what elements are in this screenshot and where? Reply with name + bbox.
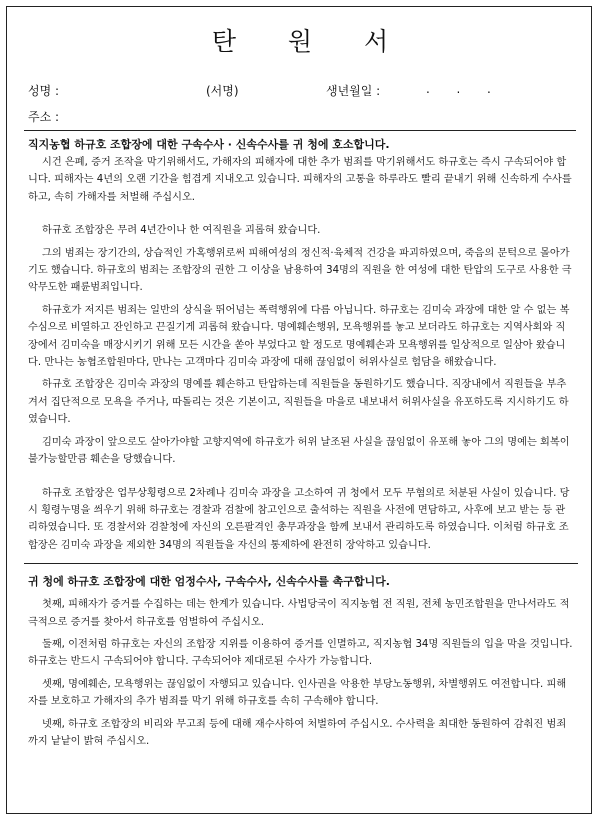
document-title: 탄 원 서: [211, 27, 411, 56]
section2-paragraph: 하규호 조합장은 김미숙 과장의 명예를 훼손하고 탄압하는데 직원들을 동원하기도 했습니다. 직장내에서 직원들을 부추겨서 집단적으로 모욕을 주거나, 따돌리는 것은 기본이고, 직원들을 마을로 내보내서 허위사실을 유포하도록 지시하기도 하였습니다.: [28, 379, 569, 426]
signature-label: (서명): [206, 84, 239, 98]
birthdate-dots: . . .: [426, 82, 491, 96]
section1-heading: 직지농협 하규호 조합장에 대한 구속수사 · 신속수사를 귀 청에 호소합니다.: [28, 138, 390, 151]
demand-paragraph: 첫째, 피해자가 증거를 수집하는 데는 한계가 있습니다. 사법당국이 직지농협 전 직원, 전체 농민조합원을 만나서라도 적극적으로 증거를 찾아서 하규호를 엄벌하여 주십시오.: [28, 599, 570, 628]
section2-paragraph: 하규호가 저지른 범죄는 일반의 상식을 뛰어넘는 폭력행위에 다름 아닙니다. 하규호는 김미숙 과장에 대한 알 수 없는 복수심으로 비열하고 잔인하고 끈질기게 괴롭혀 왔습니다. 명예훼손행위, 모욕행위를 놓고 보더라도 하규호는 지역사회와 직장에서 김미숙을 매장시키기 위해 모든 시간을 쏟아 부었다고 할 정도로 명예훼손과 모욕행위를 일상적으로 일삼아 왔습니다. 만나는 농협조합원마다, 만나는 고객마다 김미숙 과장에 대해 끊임없이 허위사실로 험담을 해왔습니다.: [28, 304, 570, 369]
section1-paragraph: 시건 은폐, 증거 조작을 막기위해서도, 가해자의 피해자에 대한 추가 범죄를 막기위해서도 하규호는 즉시 구속되어야 합니다. 피해자는 4년의 오랜 기간을 힘겹게 지내오고 있습니다. 피해자의 고통을 하루라도 빨리 끝내기 위해 신속하게 수사를 하고, 속히 가해자를 처벌해 주십시오.: [28, 157, 572, 203]
applicant-info: [28, 82, 568, 134]
section3-paragraph: 하규호 조합장은 업무상횡령으로 2차례나 김미숙 과장을 고소하여 귀 청에서 모두 무혐의로 처분된 사실이 있습니다. 당시 횡령누명을 씌우기 위해 하규호는 경찰과 검찰에 참고인으로 출석하는 직원을 사전에 면담하고, 사후에 보고 받는 등 관리하였습니다. 또 경찰서와 검찰청에 자신의 오른팔격인 총무과장을 함께 보내서 관리하도록 하였습니다. 이처럼 하규호 조합장은 김미숙 과장을 제외한 34명의 직원들을 자신의 통제하에 완전히 장악하고 있습니다.: [28, 487, 570, 551]
section2-paragraph: 김미숙 과장이 앞으로도 살아가야할 고향지역에 하규호가 허위 날조된 사실을 끊임없이 유포해 놓아 그의 명예는 회복이 불가능할만큼 훼손을 당했습니다.: [28, 436, 570, 466]
name-label: 성명 :: [28, 84, 60, 98]
demand-paragraph: 셋째, 명예훼손, 모욕행위는 끊임없이 자행되고 있습니다. 인사권을 악용한 부당노동행위, 차별행위도 여전합니다. 피해자를 보호하고 가해자의 추가 범죄를 막기 위해 하규호를 속히 구속해야 합니다.: [28, 678, 567, 708]
birthdate-label: 생년월일 :: [326, 84, 381, 98]
section2-paragraph: 그의 범죄는 장기간의, 상습적인 가혹행위로써 피해여성의 정신적·육체적 건강을 파괴하였으며, 죽음의 문턱으로 몰아가기도 했습니다. 하규호의 범죄는 조합장의 권한 그 이상을 남용하여 34명의 직원을 한 여성에 대한 탄압의 도구로 사용한 극악무도한 패륜범죄입니다.: [28, 247, 572, 294]
section2-paragraph: 하규호 조합장은 무려 4년간이나 한 여직원을 괴롭혀 왔습니다.: [42, 225, 321, 237]
petition-body: [28, 136, 574, 750]
section4-heading: 귀 청에 하규호 조합장에 대한 엄정수사, 구속수사, 신속수사를 촉구합니다.: [28, 575, 390, 589]
address-label: 주소 :: [28, 110, 60, 124]
demand-paragraph: 둘째, 이전처럼 하규호는 자신의 조합장 지위를 이용하여 증거를 인멸하고, 직지농협 34명 직원들의 입을 막을 것입니다. 하규호는 반드시 구속되어야 합니다. 구속되어야 제대로된 수사가 가능합니다.: [28, 638, 573, 668]
name-row: [28, 82, 568, 108]
header-divider: [24, 130, 576, 131]
demand-paragraph: 넷째, 하규호 조합장의 비리와 무고죄 등에 대해 재수사하여 처벌하여 주십시오. 수사력을 최대한 동원하여 감춰진 범죄까지 낱낱이 밝혀 주십시오.: [28, 718, 567, 747]
section-divider: [24, 563, 578, 564]
